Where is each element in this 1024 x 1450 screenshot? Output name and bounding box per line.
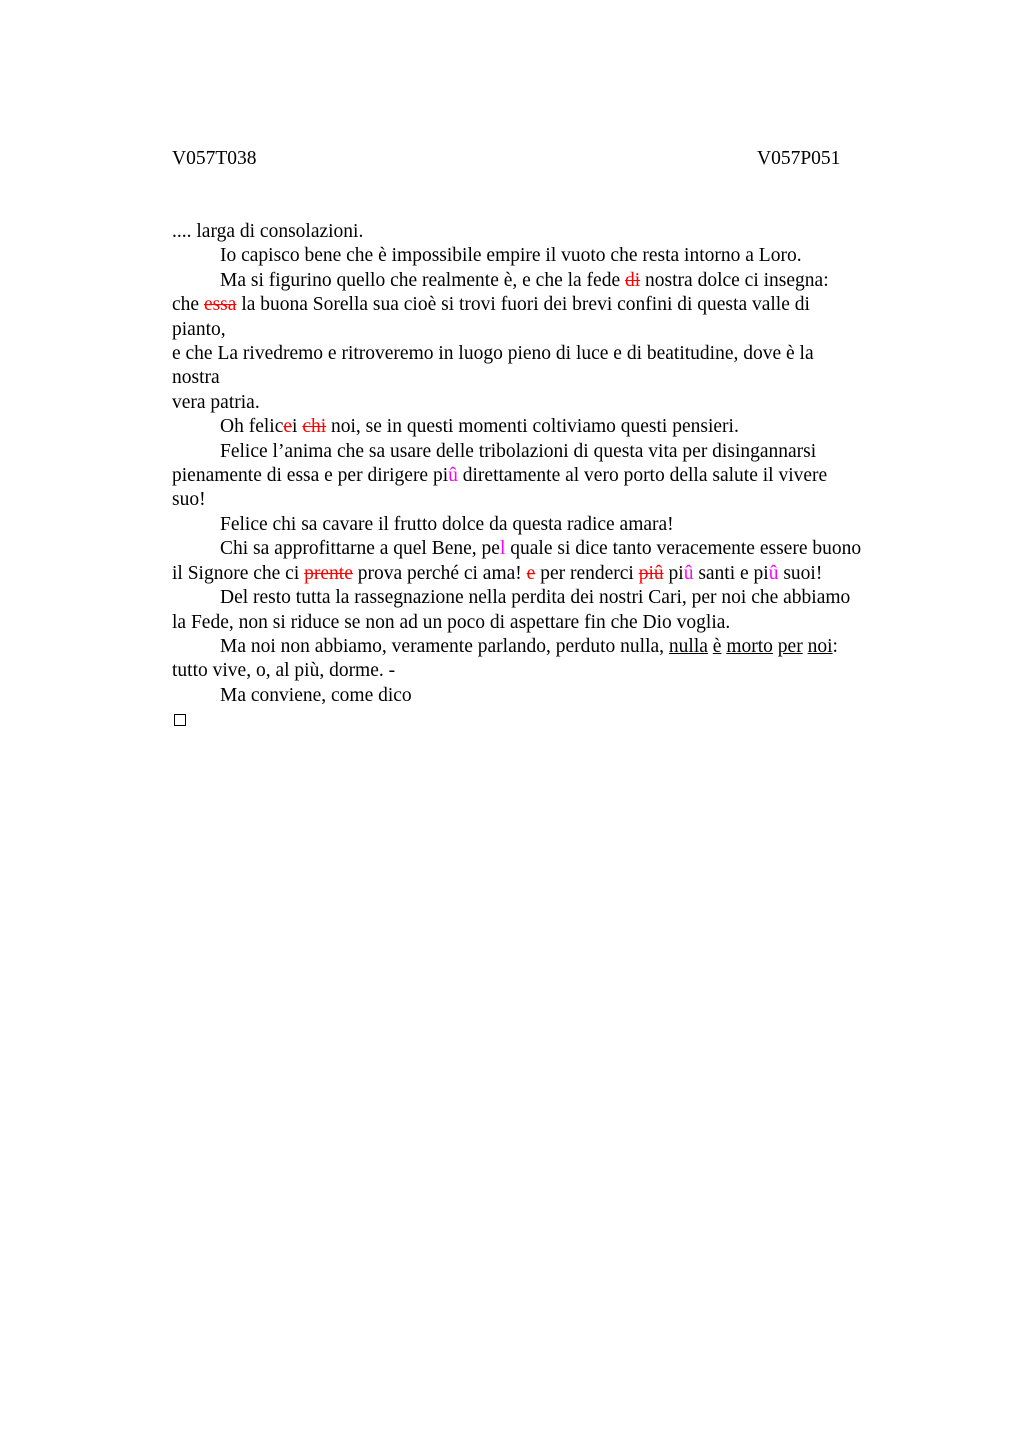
deleted-word: chi <box>302 416 327 438</box>
text-line <box>172 708 912 733</box>
deleted-word: di <box>625 269 641 291</box>
text-line: e che La rivedremo e ritroveremo in luogo pieno di luce e di beatitudine, dove è la <box>172 343 814 365</box>
deleted-word: e <box>526 562 536 584</box>
text-line: pienamente di essa e per dirigere piû direttamente al vero porto della salute il vivere <box>172 465 828 487</box>
deleted-word: piû <box>638 562 664 584</box>
deleted-letter: e <box>283 416 293 438</box>
text-line: vera patria. <box>172 391 260 413</box>
inserted-letter: l <box>499 538 506 560</box>
text-line: Felice chi sa cavare il frutto dolce da questa radice amara! <box>220 513 674 535</box>
text-line: suo! <box>172 489 206 511</box>
text-line: Io capisco bene che è impossibile empire il vuoto che resta intorno a Loro. <box>220 245 802 267</box>
text-line: pianto, <box>172 318 226 340</box>
page-code-right: V057P051 <box>757 148 841 169</box>
text-line: Ma noi non abbiamo, veramente parlando, perduto nulla, nulla è morto per noi: <box>220 635 838 657</box>
inserted-letter: û <box>683 562 694 584</box>
end-box-icon <box>174 714 186 726</box>
text-line: Felice l’anima che sa usare delle tribolazioni di questa vita per disingannarsi <box>220 440 817 462</box>
text-line: Del resto tutta la rassegnazione nella perdita dei nostri Cari, per noi che abbiamo <box>220 587 851 609</box>
text-line: Oh felicei chi noi, se in questi momenti coltiviamo questi pensieri. <box>220 416 739 438</box>
text-line: Chi sa approfittarne a quel Bene, pel quale si dice tanto veracemente essere buono <box>220 538 862 560</box>
transcription-body <box>172 220 912 734</box>
text-line: il Signore che ci prente prova perché ci ama! e per renderci piû piû santi e piû suoi! <box>172 562 823 584</box>
inserted-letter: û <box>448 465 458 487</box>
text-line: Ma si figurino quello che realmente è, e che la fede di nostra dolce ci insegna: <box>220 269 829 291</box>
inserted-letter: û <box>768 562 779 584</box>
deleted-word: essa <box>203 294 237 316</box>
text-line: .... larga di consolazioni. <box>172 221 364 242</box>
underlined-word: noi <box>807 635 833 657</box>
text-line: Ma conviene, come dico <box>220 684 412 706</box>
document-code-left: V057T038 <box>172 148 257 169</box>
underlined-word: morto <box>726 635 773 657</box>
underlined-word: è <box>712 635 722 657</box>
underlined-word: per <box>777 635 803 657</box>
text-line: nostra <box>172 367 220 389</box>
deleted-word: prente <box>304 562 353 584</box>
text-line: la Fede, non si riduce se non ad un poco di aspettare fin che Dio voglia. <box>172 611 731 633</box>
text-line: tutto vive, o, al più, dorme. - <box>172 660 396 682</box>
text-line: che essa la buona Sorella sua cioè si trovi fuori dei brevi confini di questa valle di <box>172 294 810 316</box>
underlined-word: nulla <box>668 635 708 657</box>
